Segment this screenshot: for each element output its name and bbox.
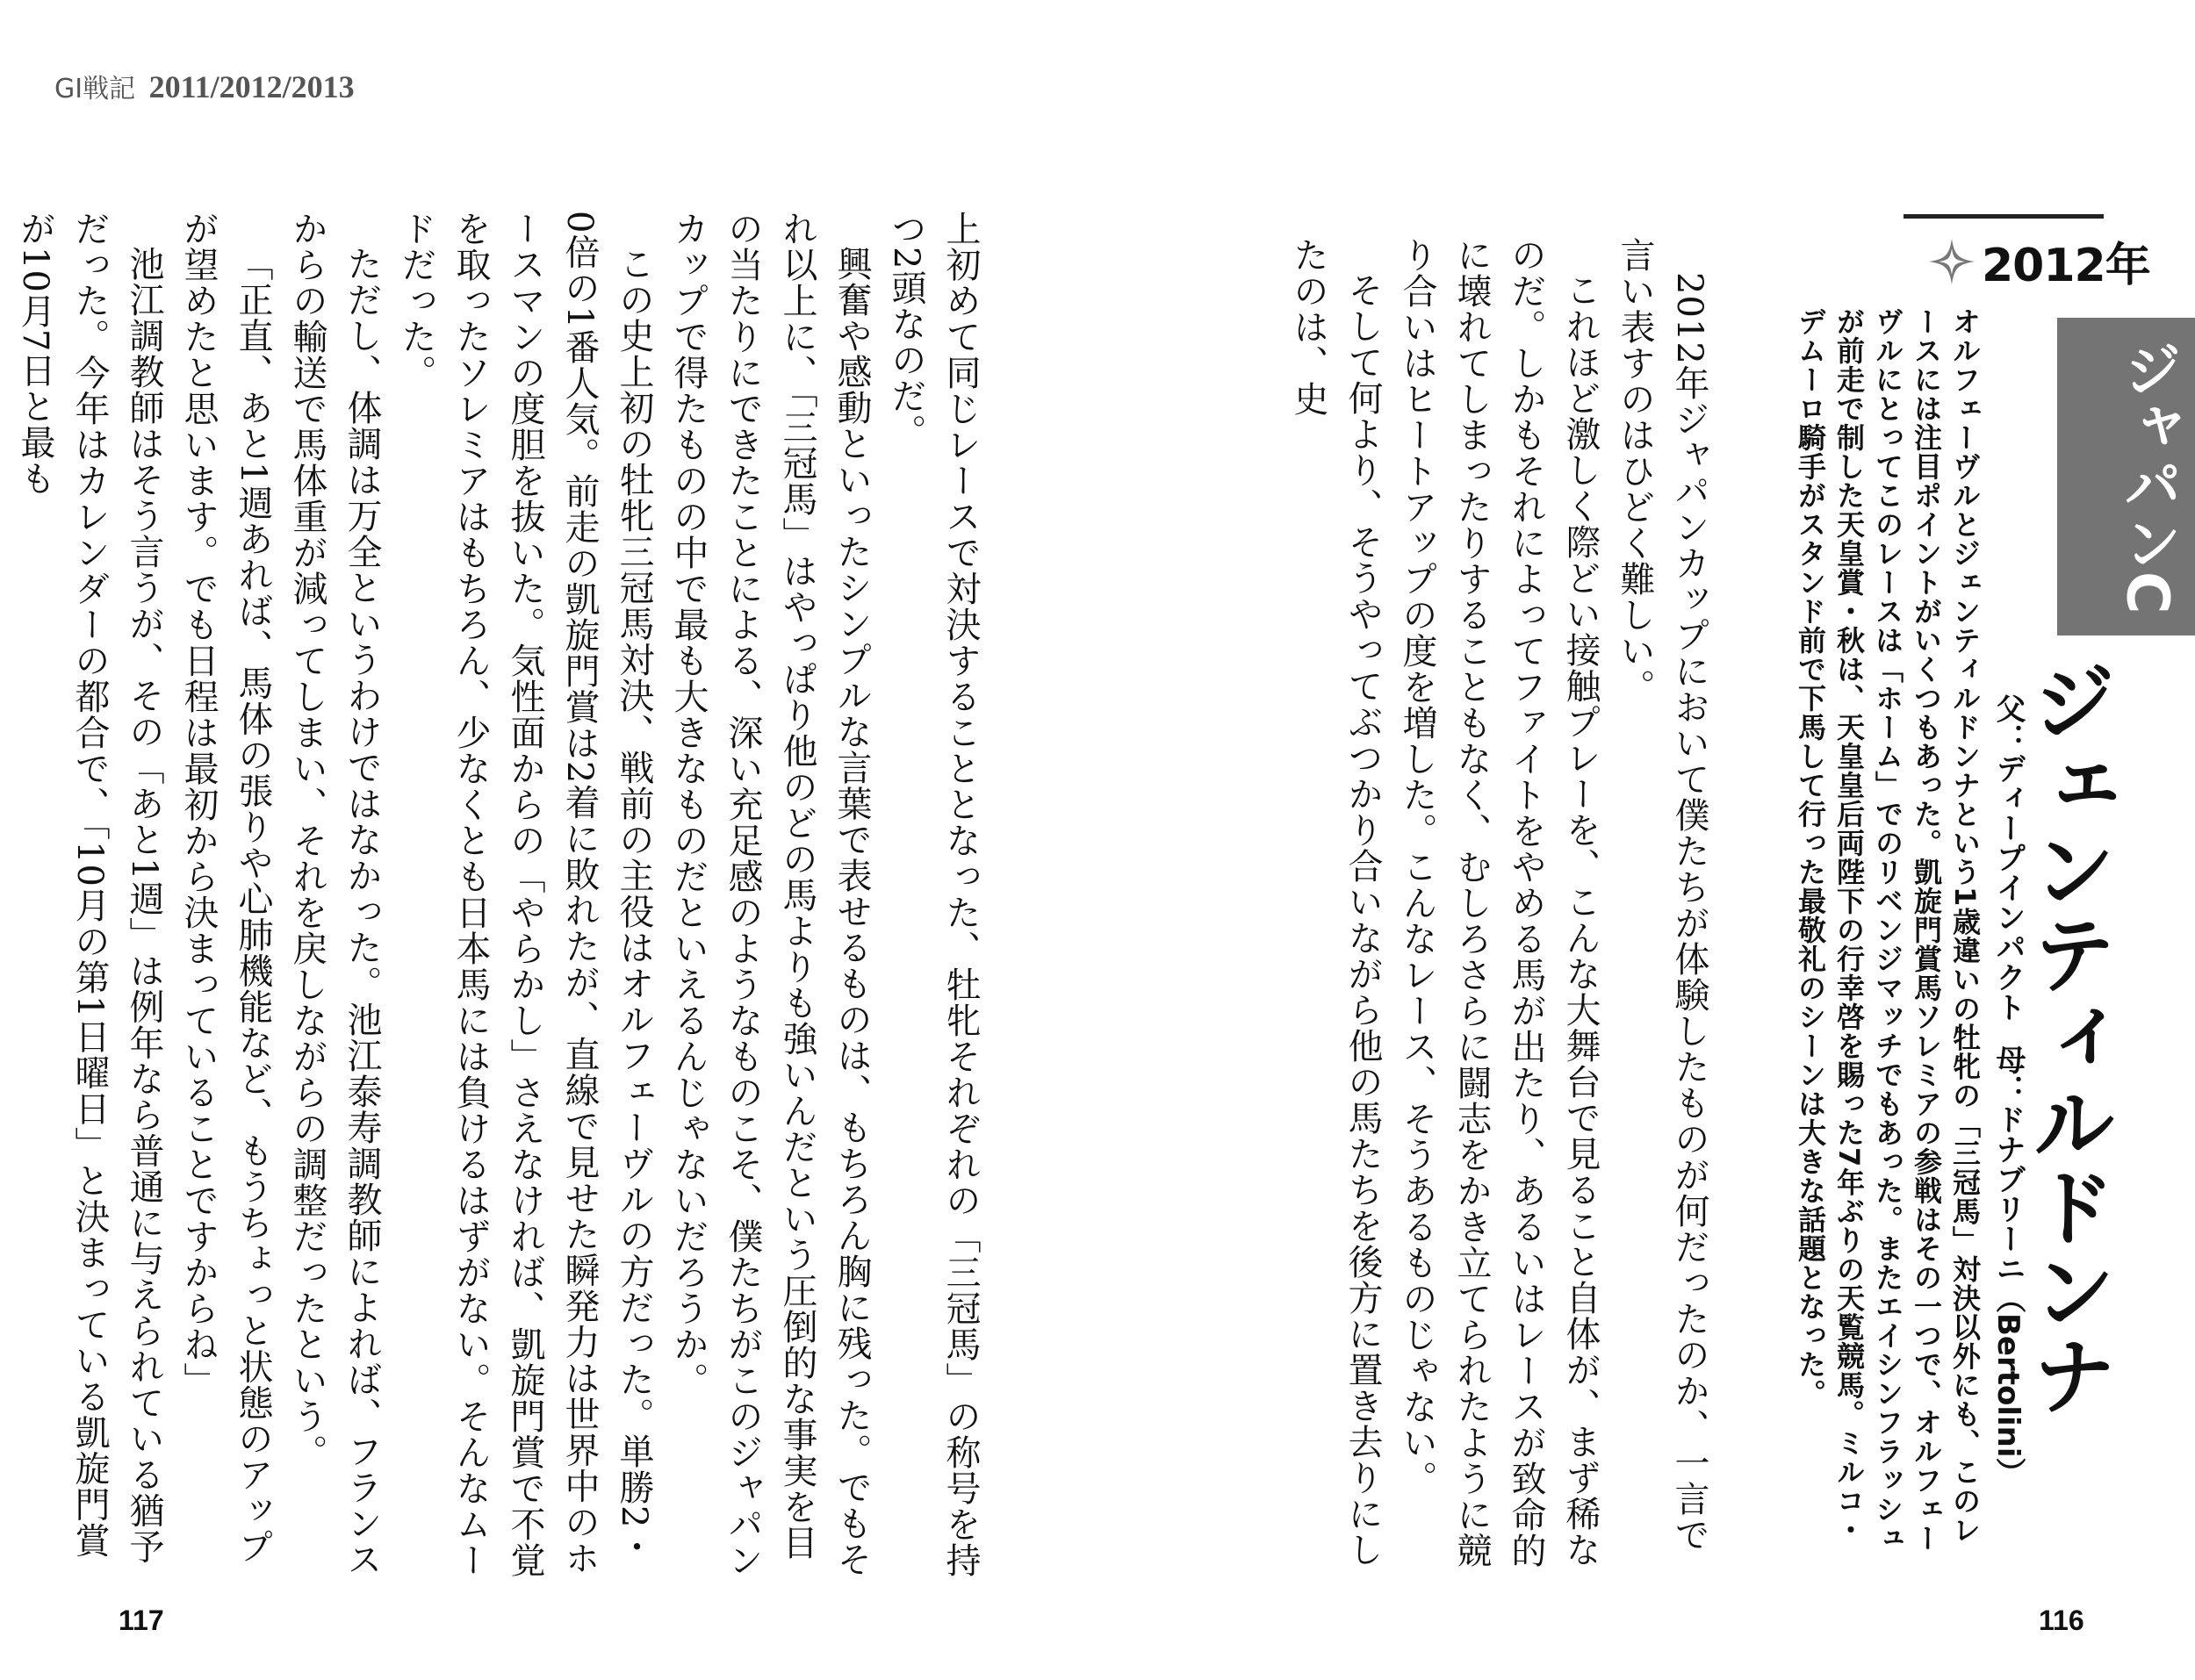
paragraph: ただし、体調は万全というわけではなかった。池江泰寿調教師によれば、フランスからの輸送で馬体重が減ってしまい、それを戻しながらの調整だったという。: [287, 211, 382, 1577]
race-name-box: [2057, 318, 2195, 635]
page-number-right: 116: [2039, 1605, 2084, 1636]
paragraph: 池江調教師はそう言うが、その「あと1週」は例年なら普通に与えられている猶予だった。今年はカレンダーの都合で、「10月の第1日曜日」と決まっている凱旋門賞が10月7日と最も: [15, 211, 164, 1565]
sire: 父：ディープインパクト: [1990, 693, 2026, 1022]
sparkle-icon: [1927, 237, 1976, 286]
paragraph: 上初めて同じレースで対決することとなった、牡牝それぞれの「三冠馬」の称号を持つ2頭なのだ。: [886, 211, 981, 1578]
running-head: [54, 67, 355, 105]
lead-paragraph: オルフェーヴルとジェンティルドンナという1歳違いの牡牝の「三冠馬」対決以外にも、このレースには注目ポイントがいくつもあった。凱旋門賞馬ソレミアの参戦はその一つで、オルフェーヴルにとってこのレースは「ホーム」でのリベンジマッチでもあった。またエイシンフラッシュが前走で制した天皇賞・秋は、天皇皇后両陛下の行幸啓を賜った7年ぶりの天覧競馬。ミルコ・デムーロ騎手がスタンド前で下馬して行った最敬礼のシーンは大きな話題となった。: [1794, 307, 1982, 1553]
paragraph: これほど激しく際どい接触プレーを、こんな大舞台で見ること自体が、まず稀なのだ。しかもそれによってファイトをやめる馬が出たり、あるいはレースが致命的に壊れてしまったりすることもなく、むしろさらに闘志をかき立てられたように競り合いはヒートアップの度を増した。こんなレース、そうあるものじゃない。: [1397, 237, 1601, 1569]
series-title: GI戦記: [54, 74, 136, 104]
paragraph: この史上初の牡牝三冠馬対決、戦前の主役はオルフェーヴルの方だった。単勝2・0倍の1番人気。前走の凱旋門賞は2着に敗れたが、直線で見せた瞬発力は世界中のホースマンの度胆を抜いた。気性面からの「やらかし」さえなければ、凱旋門賞で不覚を取ったソレミアはもちろん、少なくとも日本馬には負けるはずがない。そんなムードだった。: [396, 211, 654, 1578]
paragraph: 「正直、あと1週あれば、馬体の張りや心肺機能など、もうちょっと状態のアップが望めたと思います。でも日程は最初から決まっていることですからね」: [178, 211, 273, 1565]
dam: 母：ドナブリーニ（Bertolini）: [1990, 1045, 2026, 1488]
heading-rule: [1904, 214, 2104, 219]
race-name: ジャパンC: [2113, 339, 2182, 614]
paragraph: 興奮や感動といったシンプルな言葉で表せるものは、もちろん胸に残った。でもそれ以上に、「三冠馬」はやっぱり他のどの馬よりも強いんだという圧倒的な事実を目の当たりにできたことによる、深い充足感のようなものこそ、僕たちがこのジャパンカップで得たものの中で最も大きなものだといえるんじゃないだろうか。: [668, 211, 872, 1578]
right-page-body: [1247, 237, 1716, 1584]
page-number-left: 117: [119, 1605, 164, 1636]
paragraph: 2012年ジャパンカップにおいて僕たちが体験したものが何だったのか、一言で言い表すのはひどく難しい。: [1615, 237, 1709, 1553]
series-years: 2011/2012/2013: [148, 69, 355, 104]
horse-name: ジェンティルドンナ: [2019, 658, 2117, 1417]
paragraph: そして何より、そうやってぶつかり合いながら他の馬たちを後方に置き去りにしたのは、史: [1288, 237, 1383, 1568]
year-heading: [1927, 228, 2150, 294]
year-label: 2012年: [1982, 240, 2150, 292]
left-page-body: [15, 211, 988, 1580]
